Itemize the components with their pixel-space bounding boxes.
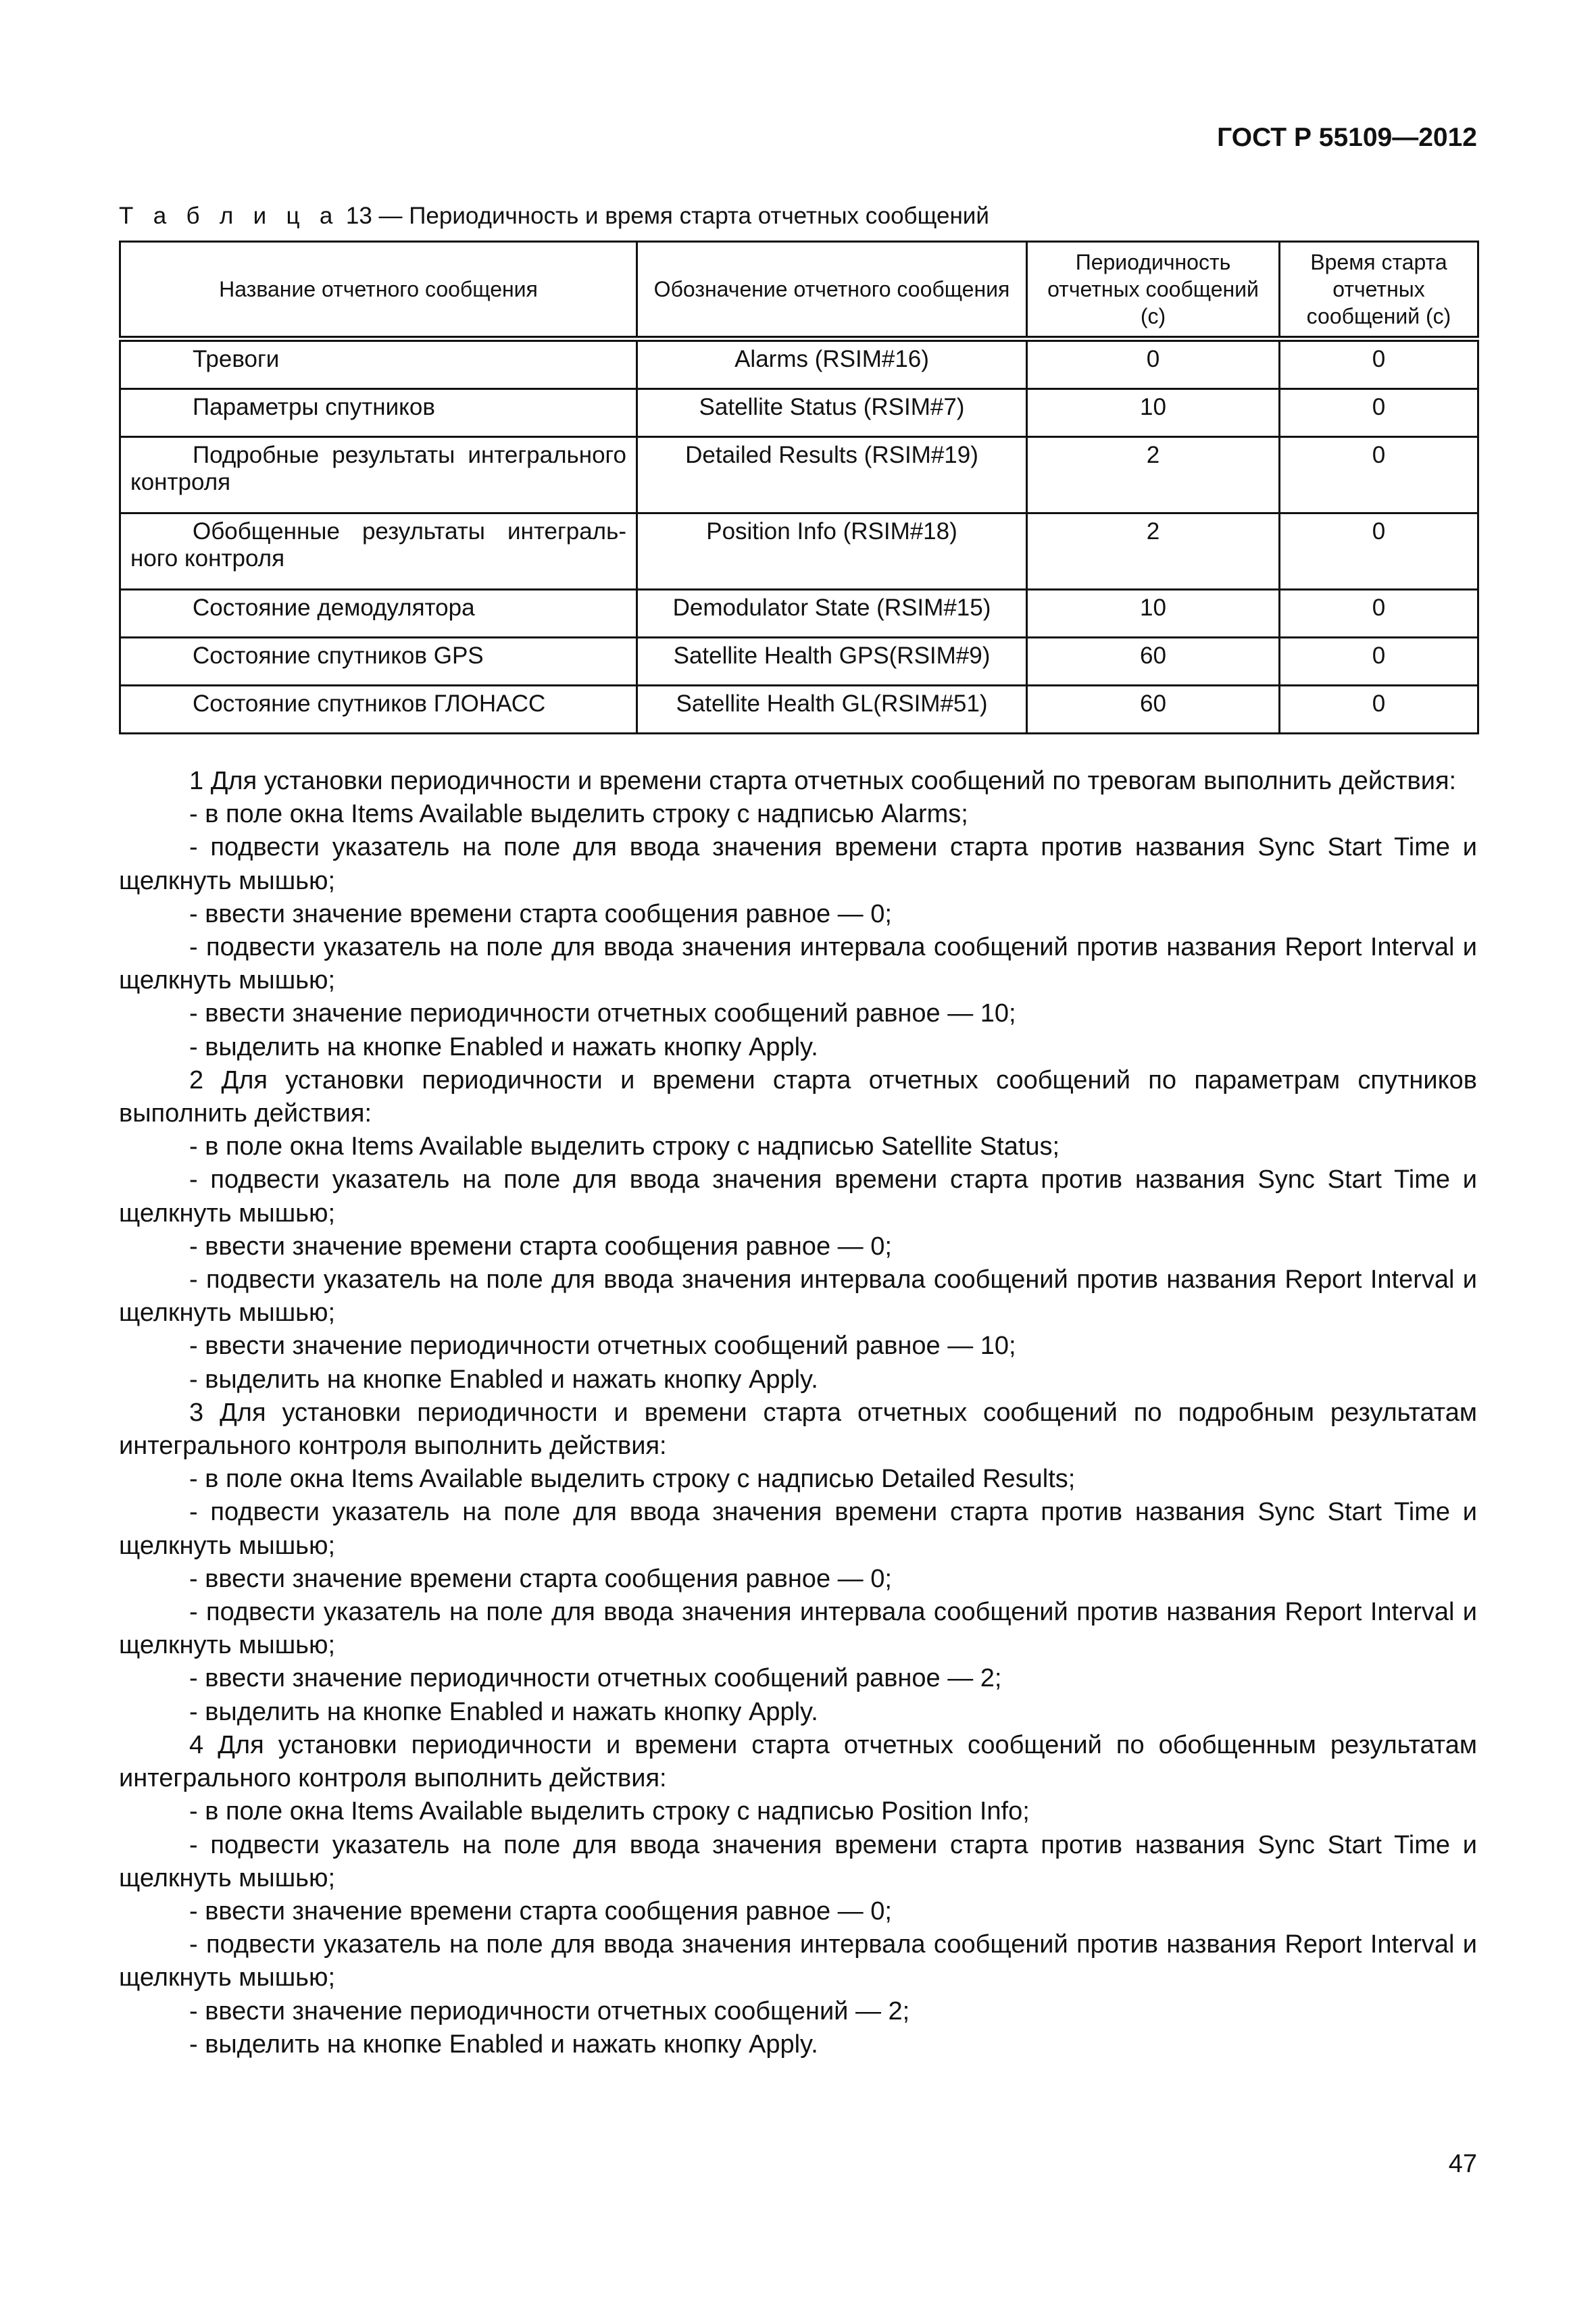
table-row (120, 339, 1478, 389)
message-start-time: 0 (1280, 339, 1478, 389)
message-name-cell (120, 513, 637, 590)
paragraph: - подвести указатель на поле для ввода значения времени старта против названия Sync Start Time и щелкнуть мышью; (119, 1165, 1477, 1228)
paragraph: - подвести указатель на поле для ввода значения интервала сообщений против названия Report Interval и щелкнуть мышью; (119, 1930, 1477, 1992)
message-start-time: 0 (1280, 638, 1478, 686)
message-start-time: 0 (1280, 686, 1478, 734)
paragraph: - ввести значение времени старта сообщения равное — 0; (189, 1564, 892, 1593)
paragraph: - выделить на кнопке Enabled и нажать кнопку Apply. (189, 1697, 818, 1726)
message-name-cell (120, 339, 637, 389)
table-row (120, 686, 1478, 734)
paragraph: 4 Для установки периодичности и времени старта отчетных сообщений по обобщенным результатам интегрального контроля выполнить действия: (119, 1730, 1477, 1793)
message-name-cell (120, 389, 637, 437)
paragraph: - подвести указатель на поле для ввода значения интервала сообщений против названия Report Interval и щелкнуть мышью; (119, 1265, 1477, 1328)
message-name-cell (120, 437, 637, 513)
message-start-time: 0 (1280, 513, 1478, 590)
instructions-body (119, 765, 1477, 2061)
message-designation: Detailed Results (RSIM#19) (637, 437, 1027, 513)
paragraph: - ввести значение периодичности отчетных сообщений равное — 10; (189, 999, 1016, 1028)
message-period: 2 (1027, 437, 1280, 513)
paragraph: - выделить на кнопке Enabled и нажать кнопку Apply. (189, 1365, 818, 1394)
paragraph: 2 Для установки периодичности и времени старта отчетных сообщений по параметрам спутников выполнить действия: (119, 1065, 1477, 1128)
message-period: 0 (1027, 339, 1280, 389)
message-period: 60 (1027, 638, 1280, 686)
paragraph: - ввести значение времени старта сообщения равное — 0; (189, 899, 892, 928)
message-name: Состояние спутников GPS (193, 643, 484, 669)
message-start-time: 0 (1280, 590, 1478, 638)
message-name: Параметры спутников (193, 394, 435, 420)
paragraph: - ввести значение периодичности отчетных сообщений равное — 10; (189, 1332, 1016, 1361)
column-header-start-time: Время старта отчетных сообщений (с) (1280, 242, 1478, 339)
paragraph: - подвести указатель на поле для ввода значения интервала сообщений против названия Report Interval и щелкнуть мышью; (119, 933, 1477, 995)
message-name-cell (120, 638, 637, 686)
message-period: 2 (1027, 513, 1280, 590)
paragraph: - в поле окна Items Available выделить строку с надписью Satellite Status; (189, 1132, 1060, 1161)
paragraph: - ввести значение времени старта сообщения равное — 0; (189, 1232, 892, 1261)
paragraph: - в поле окна Items Available выделить строку с надписью Detailed Results; (189, 1465, 1076, 1494)
message-name-cell (120, 686, 637, 734)
message-designation: Alarms (RSIM#16) (637, 339, 1027, 389)
message-name: Состояние спутников ГЛОНАСС (193, 690, 546, 717)
paragraph: - подвести указатель на поле для ввода значения времени старта против названия Sync Start Time и щелкнуть мышью; (119, 1830, 1477, 1892)
report-messages-table (119, 241, 1479, 734)
paragraph: 3 Для установки периодичности и времени старта отчетных сообщений по подробным результатам интегрального контроля выполнить действия: (119, 1398, 1477, 1461)
message-period: 10 (1027, 389, 1280, 437)
table-row (120, 638, 1478, 686)
message-designation: Demodulator State (RSIM#15) (637, 590, 1027, 638)
paragraph: - подвести указатель на поле для ввода значения времени старта против названия Sync Start Time и щелкнуть мышью; (119, 1498, 1477, 1560)
table-row (120, 513, 1478, 590)
table-row (120, 590, 1478, 638)
paragraph: - подвести указатель на поле для ввода значения интервала сообщений против названия Report Interval и щелкнуть мышью; (119, 1598, 1477, 1660)
table-row (120, 389, 1478, 437)
paragraph: - в поле окна Items Available выделить строку с надписью Position Info; (189, 1797, 1030, 1826)
column-header-designation: Обозначение отчетного сообщения (637, 242, 1027, 339)
message-designation: Satellite Health GL(RSIM#51) (637, 686, 1027, 734)
paragraph: - выделить на кнопке Enabled и нажать кнопку Apply. (189, 1032, 818, 1061)
message-start-time: 0 (1280, 389, 1478, 437)
table-row (120, 437, 1478, 513)
paragraph: - ввести значение периодичности отчетных сообщений — 2; (189, 1996, 910, 2026)
message-name: Тревоги (193, 346, 280, 372)
message-period: 60 (1027, 686, 1280, 734)
message-name: Обобщенные результаты интегрального контроля (130, 518, 626, 572)
message-name: Подробные результаты интегрального контроля (130, 442, 626, 495)
paragraph: - выделить на кнопке Enabled и нажать кнопку Apply. (189, 2030, 818, 2059)
message-designation: Satellite Status (RSIM#7) (637, 389, 1027, 437)
paragraph: - ввести значение времени старта сообщения равное — 0; (189, 1896, 892, 1926)
paragraph: 1 Для установки периодичности и времени старта отчетных сообщений по тревогам выполнить действия: (189, 767, 1457, 795)
column-header-name: Название отчетного сообщения (120, 242, 637, 339)
table-header-row (120, 242, 1478, 339)
table-caption-text: 13 — Периодичность и время старта отчетных сообщений (339, 203, 989, 229)
document-code: ГОСТ Р 55109—2012 (1217, 123, 1477, 152)
paragraph: - подвести указатель на поле для ввода значения времени старта против названия Sync Start Time и щелкнуть мышью; (119, 833, 1477, 895)
paragraph: - в поле окна Items Available выделить строку с надписью Alarms; (189, 800, 968, 829)
paragraph: - ввести значение периодичности отчетных сообщений равное — 2; (189, 1664, 1002, 1693)
message-start-time: 0 (1280, 437, 1478, 513)
message-name: Состояние демодулятора (193, 595, 475, 621)
page-number: 47 (1448, 2150, 1477, 2178)
message-name-cell (120, 590, 637, 638)
message-designation: Position Info (RSIM#18) (637, 513, 1027, 590)
table-caption-label: Т а б л и ц а (119, 203, 340, 229)
message-period: 10 (1027, 590, 1280, 638)
message-designation: Satellite Health GPS(RSIM#9) (637, 638, 1027, 686)
column-header-period: Периодичность отчетных сообщений (с) (1027, 242, 1280, 339)
table-caption (119, 203, 989, 230)
